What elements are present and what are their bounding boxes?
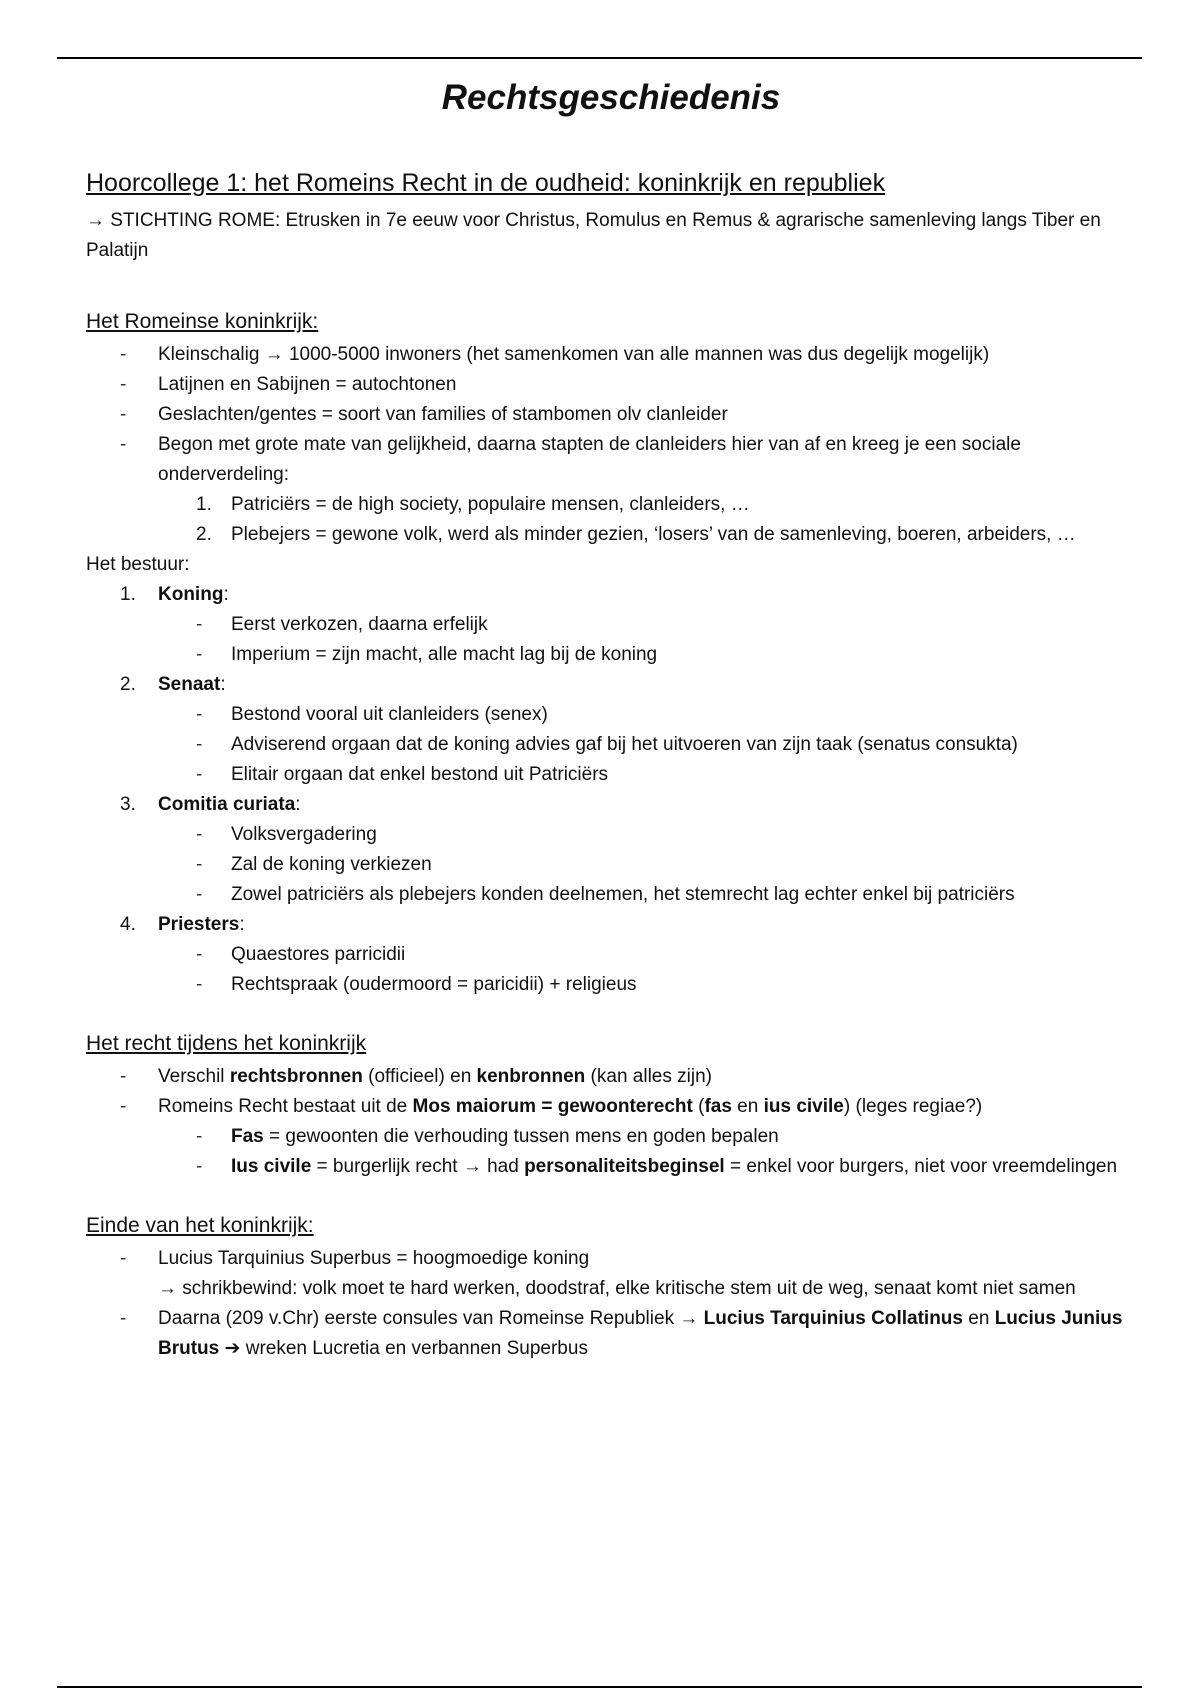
list-item [86,790,1136,910]
text: Verschil [158,1066,230,1087]
bold-term: Lucius Tarquinius Collatinus [703,1308,963,1329]
bold-term: kenbronnen [476,1066,586,1087]
list-item-text: Plebejers = gewone volk, werd als minder gezien, ‘losers’ van de samenleving, boeren, arbeiders, … [231,524,1076,545]
list-item: - Adviserend orgaan dat de koning advies gaf bij het uitvoeren van zijn taak (senatus consukta) [86,730,1136,760]
list-item [86,1304,1136,1364]
list-item: - Geslachten/gentes = soort van families of stambomen olv clanleider [86,400,1136,430]
document-title: Rechtsgeschiedenis [441,78,781,117]
list-item [86,1062,1136,1092]
top-rule [57,57,1142,59]
text: en [731,1096,764,1117]
list-number: 2. [196,524,212,545]
list-number: 1. [120,584,136,605]
text: (kan alles zijn) [585,1066,712,1087]
organ-name: Comitia curiata [158,794,296,815]
organ-name: Priesters [158,914,240,935]
list-number: 4. [120,914,136,935]
colon: : [295,794,301,815]
list-item: - Quaestores parricidii [86,940,1136,970]
colon: : [239,914,245,935]
list-item [86,1092,1136,1182]
recht-sublist [158,1122,1136,1182]
lecture-intro: → STICHTING ROME: Etrusken in 7e eeuw voor Christus, Romulus en Remus & agrarische samenleving langs Tiber en Palatijn [86,210,1101,261]
list-item: - Kleinschalig → 1000-5000 inwoners (het samenkomen van alle mannen was dus degelijk mogelijk) [86,340,1136,370]
list-item-text: Patriciërs = de high society, populaire mensen, clanleiders, … [231,494,750,515]
organ-name: Senaat [158,674,221,695]
list-item [86,1152,1136,1182]
organ-details [158,820,1136,910]
list-item: - Zal de koning verkiezen [86,850,1136,880]
list-item [86,1122,1136,1152]
list-item-text: Begon met grote mate van gelijkheid, daarna stapten de clanleiders hier van af en kreeg je een sociale onderverdeling: [158,434,1021,485]
bottom-rule [57,1686,1142,1688]
list-item [86,670,1136,790]
arrow-icon: ➔ [219,1338,241,1359]
bold-term: ius civile [763,1096,844,1117]
organ-name: Koning [158,584,224,605]
koninkrijk-list [86,340,1136,550]
list-number: 1. [196,494,212,515]
document-content [86,70,1136,1364]
colon: : [223,584,229,605]
bestuur-list [86,580,1136,1000]
colon: : [220,674,226,695]
list-number: 3. [120,794,136,815]
einde-list [86,1244,1136,1364]
bold-term: fas [704,1096,732,1117]
section-heading-einde: Einde van het koninkrijk: [86,1214,314,1237]
recht-list [86,1062,1136,1182]
social-classes-list [158,490,1136,550]
list-item: - Zowel patriciërs als plebejers konden deelnemen, het stemrecht lag echter enkel bij patriciërs [86,880,1136,910]
section-heading-bestuur: Het bestuur: [86,554,190,575]
list-item [86,1244,1136,1304]
text: = enkel voor burgers, niet voor vreemdelingen [724,1156,1118,1177]
list-item: - Bestond vooral uit clanleiders (senex) [86,700,1136,730]
bold-term: Mos maiorum = gewoonterecht [412,1096,693,1117]
list-item: - Imperium = zijn macht, alle macht lag bij de koning [86,640,1136,670]
list-item [86,910,1136,1000]
text: → schrikbewind: volk moet te hard werken, doodstraf, elke kritische stem uit de weg, senaat komt niet samen [158,1278,1076,1299]
text: wreken Lucretia en verbannen Superbus [240,1338,588,1359]
list-item: - Eerst verkozen, daarna erfelijk [86,610,1136,640]
list-item: - Latijnen en Sabijnen = autochtonen [86,370,1136,400]
list-item [86,580,1136,670]
list-item [86,490,1136,520]
text: Daarna (209 v.Chr) eerste consules van Romeinse Republiek → [158,1308,704,1329]
list-item: - Rechtspraak (oudermoord = paricidii) + religieus [86,970,1136,1000]
text: = gewoonten die verhouding tussen mens en goden bepalen [263,1126,779,1147]
organ-details [158,940,1136,1000]
text: Romeins Recht bestaat uit de [158,1096,413,1117]
list-item [86,430,1136,550]
bold-term: Fas [231,1126,264,1147]
list-item: - Elitair orgaan dat enkel bestond uit Patriciërs [86,760,1136,790]
text: (officieel) en [362,1066,477,1087]
text: = burgerlijk recht → had [311,1156,525,1177]
section-heading-recht: Het recht tijdens het koninkrijk [86,1032,367,1055]
text: Lucius Tarquinius Superbus = hoogmoedige koning [158,1248,590,1269]
lecture-title: Hoorcollege 1: het Romeins Recht in de oudheid: koninkrijk en republiek [86,169,886,197]
bold-term: Ius civile [231,1156,312,1177]
organ-details [158,700,1136,790]
list-number: 2. [120,674,136,695]
bold-term: personaliteitsbeginsel [524,1156,725,1177]
bold-term: rechtsbronnen [229,1066,363,1087]
text: ) (leges regiae?) [843,1096,983,1117]
organ-details [158,610,1136,670]
section-heading-koninkrijk: Het Romeinse koninkrijk: [86,310,319,333]
text: ( [692,1096,705,1117]
bold-term: Lucius Junius Brutus [158,1308,1123,1359]
list-item [86,520,1136,550]
list-item: - Volksvergadering [86,820,1136,850]
text: en [962,1308,995,1329]
